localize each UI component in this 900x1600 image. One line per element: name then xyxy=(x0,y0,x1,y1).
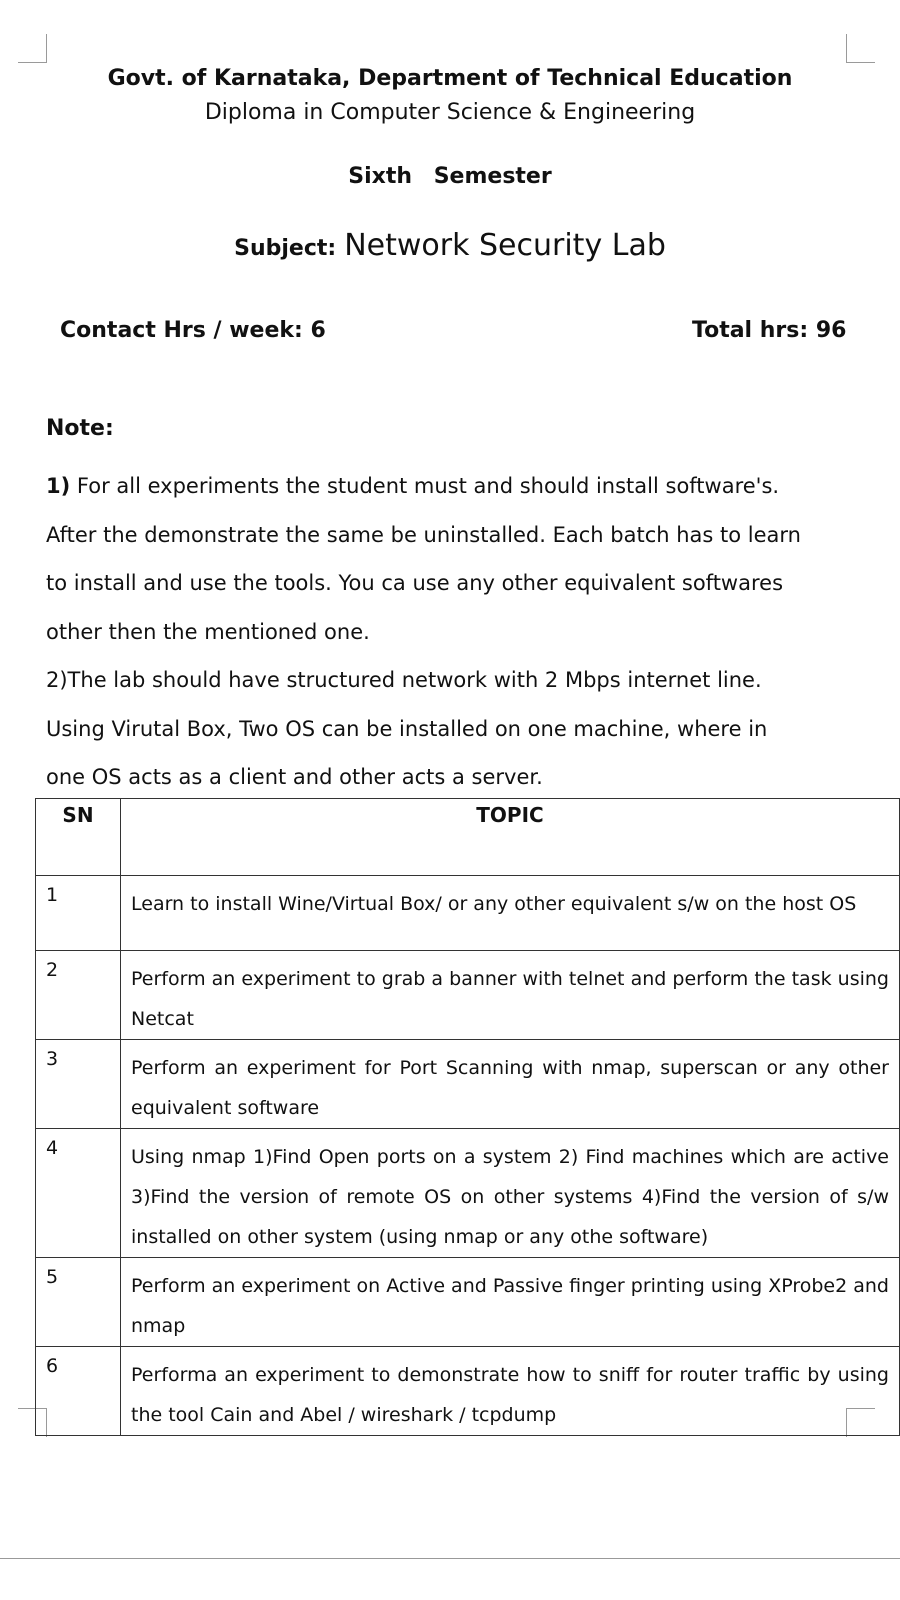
institution-heading: Govt. of Karnataka, Department of Technical Education xyxy=(107,66,793,91)
contact-hours: Contact Hrs / week: 6 xyxy=(60,318,326,343)
syllabus-table xyxy=(35,798,900,1436)
table-row xyxy=(36,1040,900,1129)
row-sn: 6 xyxy=(36,1347,121,1436)
program-heading: Diploma in Computer Science & Engineering xyxy=(204,100,696,125)
table-row xyxy=(36,1347,900,1436)
crop-mark-top-right xyxy=(846,34,875,63)
table-row xyxy=(36,951,900,1040)
note-item-number: 1) xyxy=(46,474,71,498)
subject-value: Network Security Lab xyxy=(344,228,666,263)
note-line: 2)The lab should have structured network with 2 Mbps internet line. xyxy=(46,668,762,692)
row-sn: 2 xyxy=(36,951,121,1040)
row-sn: 3 xyxy=(36,1040,121,1129)
column-header-sn: SN xyxy=(36,799,121,876)
row-sn: 1 xyxy=(36,876,121,951)
total-hours: Total hrs: 96 xyxy=(692,318,847,343)
row-topic: Performa an experiment to demonstrate how to sniff for router traffic by using the tool Cain and Abel / wireshark / tcpdump xyxy=(121,1347,900,1436)
note-paragraph xyxy=(46,462,866,802)
note-line: other then the mentioned one. xyxy=(46,619,370,644)
note-line: one OS acts as a client and other acts a server. xyxy=(46,765,543,789)
note-line: to install and use the tools. You ca use any other equivalent softwares xyxy=(46,571,784,595)
table-row xyxy=(36,876,900,951)
row-topic: Perform an experiment to grab a banner with telnet and perform the task using Netcat xyxy=(121,951,900,1040)
table-header-row xyxy=(36,799,900,876)
subject-label: Subject: xyxy=(234,236,337,261)
page-divider xyxy=(0,1558,900,1559)
row-topic: Using nmap 1)Find Open ports on a system 2) Find machines which are active 3)Find the version of remote OS on other systems 4)Find the version of s/w installed on other system (using nmap or any othe software) xyxy=(121,1129,900,1258)
row-topic: Perform an experiment on Active and Passive finger printing using XProbe2 and nmap xyxy=(121,1258,900,1347)
row-topic: Perform an experiment for Port Scanning with nmap, superscan or any other equivalent software xyxy=(121,1040,900,1129)
column-header-topic: TOPIC xyxy=(121,799,900,876)
row-sn: 4 xyxy=(36,1129,121,1258)
note-title: Note: xyxy=(46,416,114,441)
row-sn: 5 xyxy=(36,1258,121,1347)
note-line: 1) For all experiments the student must and should install software's. xyxy=(46,474,780,498)
semester-heading: Sixth Semester xyxy=(348,164,552,189)
note-line: Using Virutal Box, Two OS can be installed on one machine, where in xyxy=(46,716,768,741)
note-line: After the demonstrate the same be uninstalled. Each batch has to learn xyxy=(46,522,801,547)
table-row xyxy=(36,1129,900,1258)
crop-mark-top-left xyxy=(18,34,47,63)
subject-heading xyxy=(0,228,900,263)
table-row xyxy=(36,1258,900,1347)
row-topic: Learn to install Wine/Virtual Box/ or any other equivalent s/w on the host OS xyxy=(121,876,900,951)
